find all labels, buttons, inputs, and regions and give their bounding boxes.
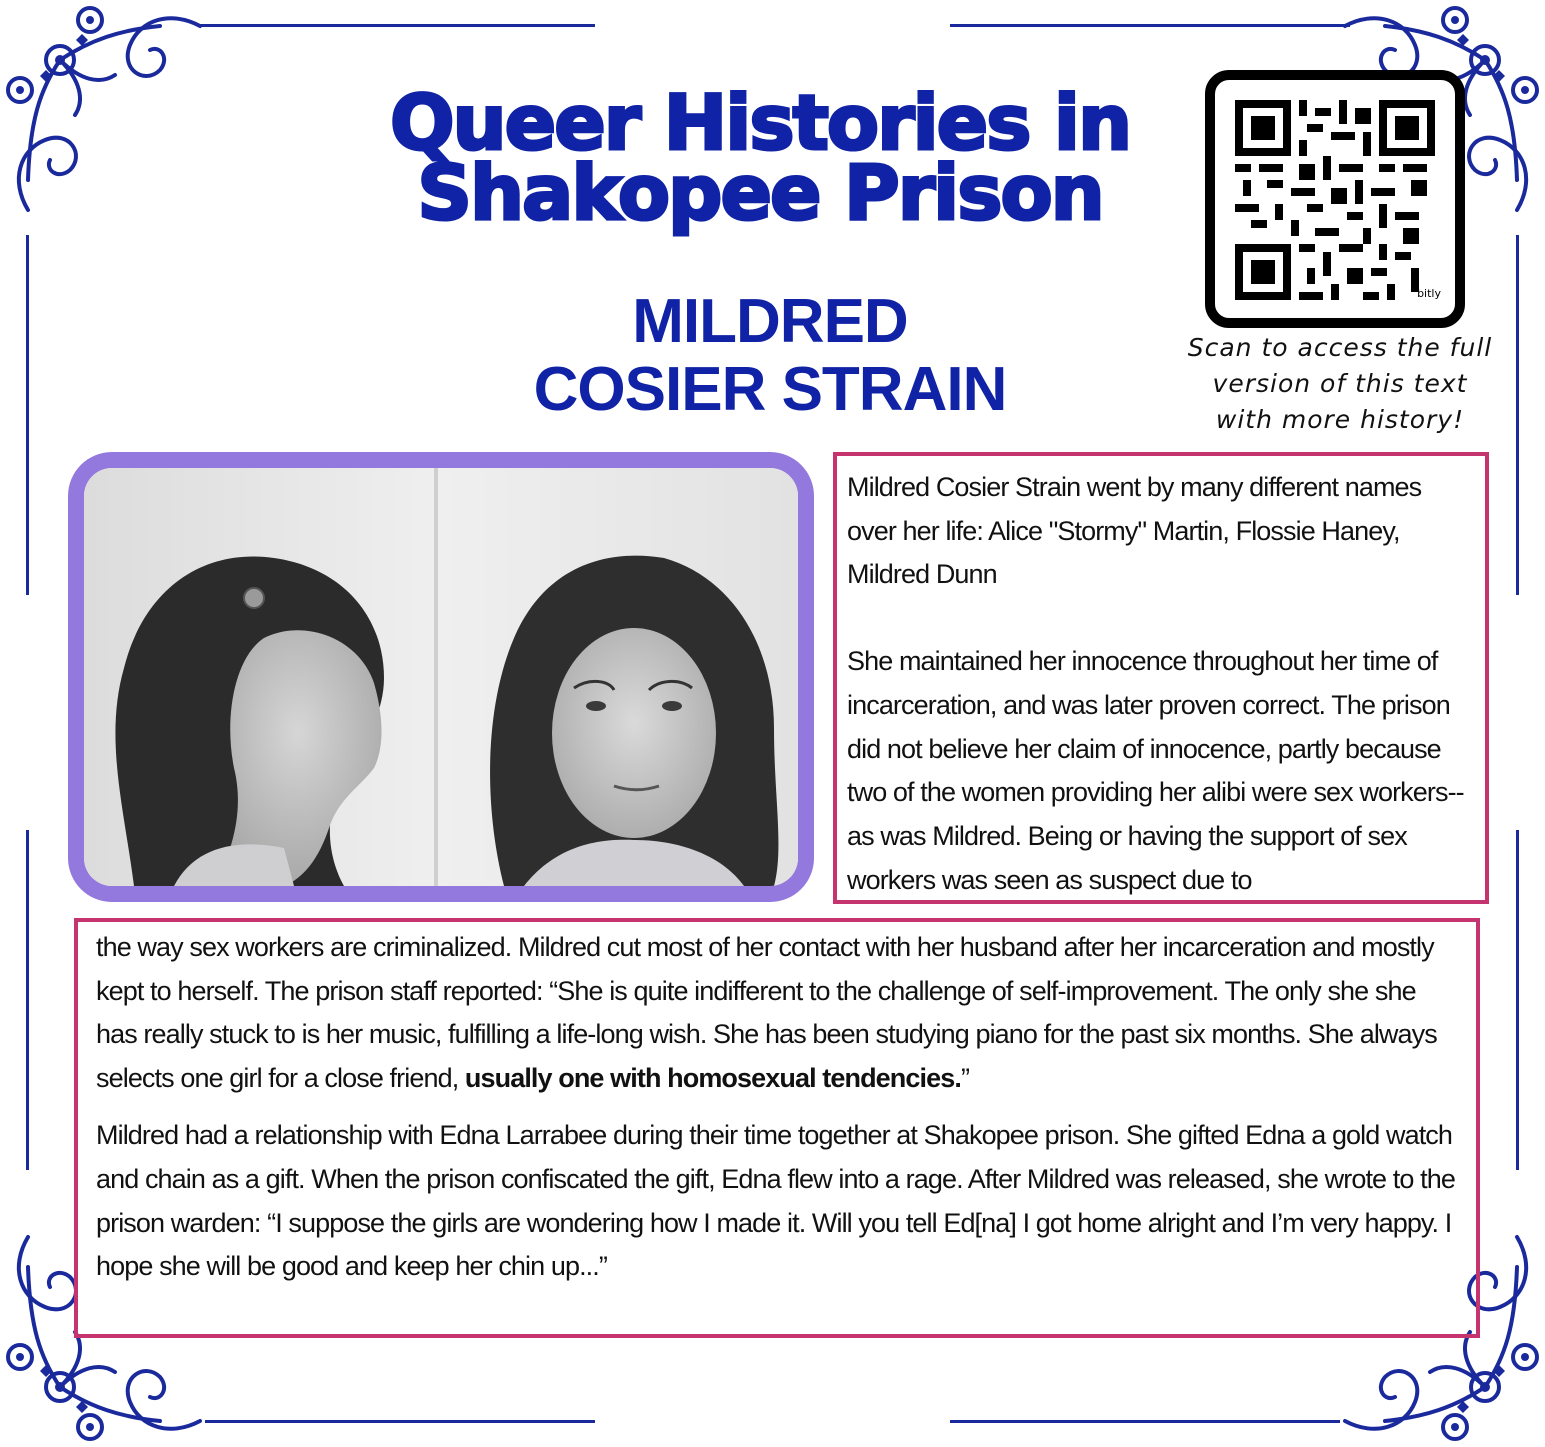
bio-paragraph-2-upper: She maintained her innocence throughout her time of incarceration, and was later proven correct. The prison did not believe her claim of innocence, partly because two of the women providing her alibi were sex workers-- as was Mildred. Being or having the support of sex workers was seen as suspect due to	[847, 646, 1464, 895]
frame-line-bottom-right	[950, 1420, 1340, 1423]
photo-frame	[68, 452, 814, 902]
frame-line-left-lower	[26, 830, 29, 1170]
qr-code[interactable]	[1205, 70, 1465, 328]
subject-name	[470, 288, 1070, 424]
bio-paragraph-2-lower	[96, 926, 1460, 1100]
frame-line-top-right	[950, 24, 1350, 27]
bio-paragraph-1: Mildred Cosier Strain went by many different names over her life: Alice "Stormy" Martin, Flossie Haney, Mildred Dunn	[847, 472, 1422, 590]
scan-note	[1160, 330, 1520, 438]
scan-note-line-2: version of this text	[1212, 369, 1468, 398]
bio-paragraph-3: Mildred had a relationship with Edna Larrabee during their time together at Shakopee prison. She gifted Edna a gold watch and chain as a gift. When the prison confiscated the gift, Edna flew into a rage. After Mildred was released, she wrote to the prison warden: “I suppose the girls are wondering how I made it. Will you tell Ed[na] I got home alright and I’m very happy. I hope she will be good and keep her chin up...”	[96, 1120, 1455, 1282]
frame-line-bottom-left	[205, 1420, 595, 1423]
title-line-2: Shakopee Prison	[417, 148, 1103, 237]
mugshot-image-icon	[84, 468, 798, 886]
qr-code-icon	[1235, 100, 1435, 300]
scan-note-line-3: with more history!	[1215, 405, 1465, 434]
page-title	[300, 78, 1220, 237]
bio-paragraph-2-bold: usually one with homosexual tendencies.	[464, 1062, 961, 1093]
scan-note-line-1: Scan to access the full	[1187, 333, 1493, 362]
bio-text-box-lower	[74, 918, 1480, 1338]
name-line-1: MILDRED	[632, 287, 908, 356]
ornament-top-left-icon	[0, 0, 230, 240]
title-line-1: Queer Histories in	[389, 78, 1131, 167]
qr-brand-label: bitly	[1417, 287, 1441, 300]
bio-text-box-upper	[833, 452, 1489, 904]
mugshot-photo	[84, 468, 798, 886]
bio-paragraph-2-lower-text: the way sex workers are criminalized. Mildred cut most of her contact with her husband after her incarceration and mostly kept to herself. The prison staff reported: “She is quite indifferent to the challenge of self-improvement. The only she she has really stuck to is her music, fulfilling a life-long wish. She has been studying piano for the past six months. She always selects one girl for a close friend,	[96, 932, 1437, 1093]
frame-line-right-lower	[1516, 830, 1519, 1170]
paragraph-spacer	[847, 597, 1475, 640]
frame-line-top-left	[200, 24, 595, 27]
bio-paragraph-2-end: ”	[960, 1062, 970, 1093]
name-line-2: COSIER STRAIN	[533, 355, 1007, 424]
frame-line-left-upper	[26, 235, 29, 595]
